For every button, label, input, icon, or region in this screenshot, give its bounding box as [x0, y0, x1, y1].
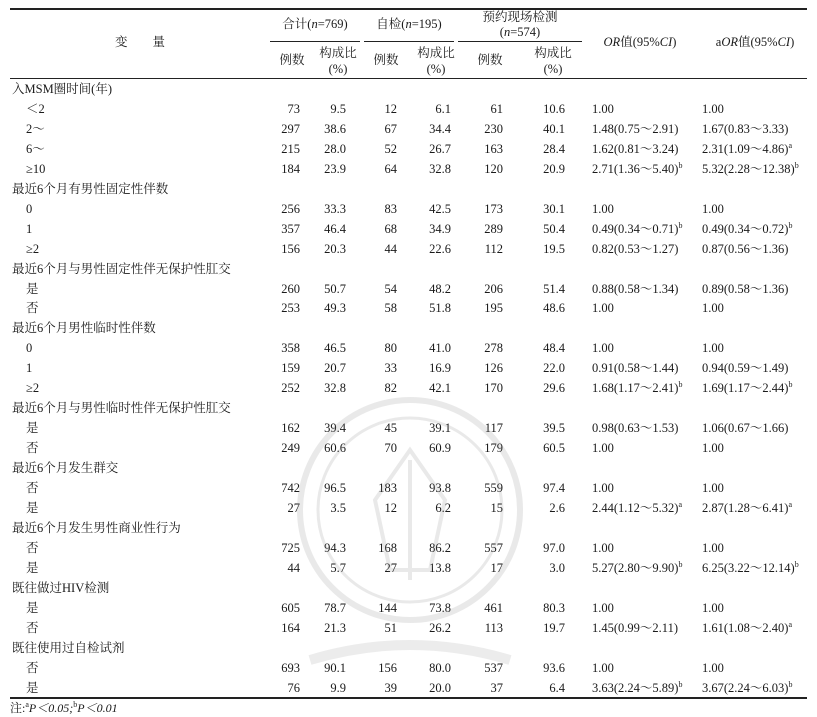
or-significance: a: [678, 499, 683, 509]
cell-onsite-count: 15: [490, 501, 503, 515]
cell-self-pct: 51.8: [429, 301, 451, 315]
cell-total-pct: 94.3: [324, 541, 346, 555]
row-label: ≥2: [26, 242, 40, 256]
cell-or: [592, 221, 682, 237]
row-label: 1: [26, 361, 33, 375]
cell-onsite-count: 163: [484, 142, 503, 156]
or-value: 0.49(0.34～0.71): [592, 222, 679, 236]
cell-onsite-count: 230: [484, 122, 503, 136]
header-onsite-line2: (n=574): [499, 25, 541, 39]
aor-significance: b: [788, 379, 793, 389]
aor-value: 1.69(1.17～2.44): [702, 381, 789, 395]
row-label: 是: [26, 601, 39, 615]
cell-aor: [702, 420, 788, 436]
cell-self-count: 52: [384, 142, 397, 156]
cell-or: [592, 500, 682, 516]
category-label: 既往做过HIV检测: [12, 581, 110, 595]
cell-aor: [702, 161, 799, 177]
cell-or: [592, 680, 682, 696]
cell-total-count: 256: [281, 202, 300, 216]
aor-value: 1.00: [702, 541, 724, 555]
cell-total-count: 249: [281, 441, 300, 455]
cell-or: [592, 360, 678, 376]
or-value: 1.00: [592, 601, 614, 615]
cell-total-count: 44: [287, 561, 300, 575]
cell-self-pct: 26.2: [429, 621, 451, 635]
cell-or: [592, 620, 678, 636]
aor-value: 1.00: [702, 341, 724, 355]
cell-total-count: 159: [281, 361, 300, 375]
or-value: 1.00: [592, 341, 614, 355]
row-label: 6～: [26, 142, 45, 156]
cell-onsite-count: 170: [484, 381, 503, 395]
cell-total-count: 358: [281, 341, 300, 355]
cell-total-pct: 39.4: [324, 421, 346, 435]
cell-total-pct: 46.5: [324, 341, 346, 355]
footnote-prefix: 注:: [10, 701, 26, 715]
aor-significance: b: [788, 220, 793, 230]
cell-self-pct: 39.1: [429, 421, 451, 435]
cell-or: [592, 101, 614, 117]
cell-aor: [702, 500, 792, 516]
cell-onsite-count: 112: [484, 242, 503, 256]
aor-value: 1.00: [702, 202, 724, 216]
cell-onsite-pct: 60.5: [543, 441, 565, 455]
cell-total-pct: 49.3: [324, 301, 346, 315]
category-label: 最近6个月男性临时性伴数: [12, 321, 156, 335]
cell-onsite-pct: 97.0: [543, 541, 565, 555]
cell-total-pct: 46.4: [324, 222, 346, 236]
cell-onsite-pct: 80.3: [543, 601, 565, 615]
cell-total-pct: 50.7: [324, 282, 346, 296]
header-total-pct-2: (%): [328, 62, 348, 76]
header-total: 合计(n=769): [282, 17, 348, 31]
cell-self-pct: 42.1: [429, 381, 451, 395]
row-label: 否: [26, 301, 39, 315]
cell-onsite-count: 278: [484, 341, 503, 355]
cell-total-count: 253: [281, 301, 300, 315]
cell-self-count: 80: [384, 341, 397, 355]
header-onsite-pct-1: 构成比: [534, 46, 572, 60]
aor-value: 1.06(0.67～1.66): [702, 421, 789, 435]
cell-onsite-pct: 20.9: [543, 162, 565, 176]
row-label: 是: [26, 501, 39, 515]
aor-value: 1.00: [702, 601, 724, 615]
or-value: 1.48(0.75～2.91): [592, 122, 679, 136]
cell-or: [592, 440, 614, 456]
cell-total-count: 725: [281, 541, 300, 555]
or-significance: b: [678, 379, 683, 389]
header-onsite-pct-2: (%): [543, 62, 563, 76]
cell-onsite-pct: 48.4: [543, 341, 565, 355]
row-label: ≥10: [26, 162, 46, 176]
or-value: 0.88(0.58～1.34): [592, 282, 679, 296]
cell-onsite-pct: 2.6: [549, 501, 565, 515]
or-significance: b: [678, 559, 683, 569]
cell-onsite-count: 173: [484, 202, 503, 216]
cell-total-count: 742: [281, 481, 300, 495]
cell-total-pct: 78.7: [324, 601, 346, 615]
header-onsite-line1: 预约现场检测: [482, 10, 558, 24]
cell-self-count: 33: [384, 361, 397, 375]
cell-onsite-count: 117: [484, 421, 503, 435]
cell-aor: [702, 300, 724, 316]
cell-self-count: 54: [384, 282, 397, 296]
cell-onsite-pct: 48.6: [543, 301, 565, 315]
cell-self-count: 12: [384, 102, 397, 116]
or-value: 0.82(0.53～1.27): [592, 242, 679, 256]
cell-or: [592, 161, 682, 177]
category-label: 最近6个月发生群交: [12, 461, 119, 475]
cell-or: [592, 201, 614, 217]
header-variable: 变 量: [114, 35, 165, 49]
header-aor: aOR值(95%CI): [715, 35, 795, 49]
or-value: 2.44(1.12～5.32): [592, 501, 679, 515]
cell-total-count: 693: [281, 661, 300, 675]
cell-onsite-count: 289: [484, 222, 503, 236]
cell-self-count: 44: [384, 242, 397, 256]
aor-value: 0.49(0.34～0.72): [702, 222, 789, 236]
aor-value: 0.89(0.58～1.36): [702, 282, 789, 296]
aor-value: 1.00: [702, 102, 724, 116]
or-value: 1.00: [592, 661, 614, 675]
cell-onsite-pct: 40.1: [543, 122, 565, 136]
aor-value: 2.87(1.28～6.41): [702, 501, 789, 515]
or-value: 1.68(1.17～2.41): [592, 381, 679, 395]
cell-or: [592, 600, 614, 616]
row-label: 1: [26, 222, 33, 236]
or-value: 1.00: [592, 301, 614, 315]
cell-total-pct: 33.3: [324, 202, 346, 216]
cell-total-pct: 38.6: [324, 122, 346, 136]
cell-aor: [702, 380, 792, 396]
cell-self-count: 168: [378, 541, 397, 555]
cell-total-count: 164: [281, 621, 300, 635]
aor-value: 0.87(0.56～1.36): [702, 242, 789, 256]
group-underline-self: [364, 41, 454, 42]
footnote-b-mark: b: [73, 700, 78, 709]
row-label: 否: [26, 541, 39, 555]
cell-self-pct: 34.4: [429, 122, 451, 136]
cell-self-pct: 20.0: [429, 681, 451, 695]
header-or: OR值(95%CI): [603, 35, 677, 49]
row-label: 是: [26, 282, 39, 296]
top-rule: [10, 8, 807, 10]
cell-self-count: 58: [384, 301, 397, 315]
aor-value: 1.61(1.08～2.40): [702, 621, 789, 635]
cell-aor: [702, 620, 792, 636]
aor-significance: b: [794, 559, 799, 569]
cell-self-count: 39: [384, 681, 397, 695]
row-label: 2～: [26, 122, 45, 136]
row-label: ≥2: [26, 381, 40, 395]
header-total-count: 例数: [279, 53, 305, 67]
cell-total-pct: 3.5: [330, 501, 346, 515]
category-label: 最近6个月与男性临时性伴无保护性肛交: [12, 401, 231, 415]
cell-aor: [702, 221, 792, 237]
aor-value: 3.67(2.24～6.03): [702, 681, 789, 695]
footnote: [10, 700, 118, 716]
cell-or: [592, 141, 678, 157]
bottom-rule: [10, 697, 807, 699]
row-label: 0: [26, 202, 33, 216]
group-underline-total: [270, 41, 360, 42]
cell-self-pct: 16.9: [429, 361, 451, 375]
cell-self-pct: 80.0: [429, 661, 451, 675]
cell-aor: [702, 660, 724, 676]
row-label: ＜2: [26, 102, 45, 116]
or-significance: b: [678, 220, 683, 230]
cell-total-count: 605: [281, 601, 300, 615]
row-label: 是: [26, 681, 39, 695]
row-label: 否: [26, 441, 39, 455]
aor-value: 1.00: [702, 481, 724, 495]
aor-significance: b: [794, 160, 799, 170]
row-label: 否: [26, 481, 39, 495]
cell-onsite-count: 461: [484, 601, 503, 615]
cell-total-pct: 20.7: [324, 361, 346, 375]
header-total-pct-1: 构成比: [319, 46, 357, 60]
header-onsite-count: 例数: [477, 53, 503, 67]
aor-significance: a: [788, 140, 793, 150]
cell-total-count: 184: [281, 162, 300, 176]
cell-or: [592, 241, 678, 257]
cell-self-pct: 6.1: [435, 102, 451, 116]
cell-total-pct: 60.6: [324, 441, 346, 455]
header-self-count: 例数: [373, 53, 399, 67]
cell-onsite-pct: 6.4: [549, 681, 565, 695]
cell-self-count: 45: [384, 421, 397, 435]
or-value: 0.91(0.58～1.44): [592, 361, 679, 375]
cell-self-pct: 26.7: [429, 142, 451, 156]
cell-or: [592, 540, 614, 556]
cell-aor: [702, 241, 788, 257]
footnote-b-text: P＜0.01: [77, 701, 118, 715]
header-rule: [10, 78, 807, 79]
category-label: 既往使用过自检试剂: [12, 641, 125, 655]
cell-onsite-pct: 3.0: [549, 561, 565, 575]
or-value: 1.00: [592, 441, 614, 455]
cell-onsite-pct: 19.5: [543, 242, 565, 256]
cell-total-count: 73: [287, 102, 300, 116]
cell-total-pct: 96.5: [324, 481, 346, 495]
cell-self-count: 67: [384, 122, 397, 136]
cell-self-pct: 73.8: [429, 601, 451, 615]
cell-or: [592, 300, 614, 316]
cell-total-pct: 23.9: [324, 162, 346, 176]
cell-aor: [702, 680, 792, 696]
cell-total-pct: 21.3: [324, 621, 346, 635]
or-value: 1.00: [592, 102, 614, 116]
or-value: 1.00: [592, 202, 614, 216]
aor-value: 5.32(2.28～12.38): [702, 162, 795, 176]
cell-self-pct: 41.0: [429, 341, 451, 355]
or-value: 0.98(0.63～1.53): [592, 421, 679, 435]
cell-self-count: 156: [378, 661, 397, 675]
cell-self-pct: 13.8: [429, 561, 451, 575]
cell-onsite-count: 17: [490, 561, 503, 575]
cell-total-pct: 9.5: [330, 102, 346, 116]
cell-onsite-count: 206: [484, 282, 503, 296]
cell-aor: [702, 121, 788, 137]
cell-or: [592, 560, 682, 576]
or-value: 1.45(0.99～2.11): [592, 621, 678, 635]
cell-or: [592, 121, 678, 137]
cell-onsite-count: 126: [484, 361, 503, 375]
cell-or: [592, 660, 614, 676]
cell-onsite-count: 557: [484, 541, 503, 555]
cell-total-count: 162: [281, 421, 300, 435]
cell-self-pct: 93.8: [429, 481, 451, 495]
cell-self-count: 51: [384, 621, 397, 635]
cell-self-pct: 6.2: [435, 501, 451, 515]
cell-total-count: 357: [281, 222, 300, 236]
row-label: 否: [26, 661, 39, 675]
cell-total-count: 252: [281, 381, 300, 395]
cell-total-pct: 90.1: [324, 661, 346, 675]
cell-total-count: 215: [281, 142, 300, 156]
footnote-a-mark: a: [25, 700, 29, 709]
cell-self-count: 144: [378, 601, 397, 615]
cell-onsite-count: 537: [484, 661, 503, 675]
cell-onsite-count: 179: [484, 441, 503, 455]
cell-aor: [702, 201, 724, 217]
or-value: 1.00: [592, 541, 614, 555]
cell-onsite-pct: 29.6: [543, 381, 565, 395]
cell-self-count: 70: [384, 441, 397, 455]
cell-total-pct: 28.0: [324, 142, 346, 156]
cell-onsite-pct: 30.1: [543, 202, 565, 216]
or-value: 2.71(1.36～5.40): [592, 162, 679, 176]
cell-onsite-pct: 10.6: [543, 102, 565, 116]
aor-significance: b: [788, 679, 793, 689]
or-value: 1.00: [592, 481, 614, 495]
cell-onsite-pct: 39.5: [543, 421, 565, 435]
cell-aor: [702, 340, 724, 356]
cell-self-count: 183: [378, 481, 397, 495]
cell-aor: [702, 480, 724, 496]
category-label: 最近6个月有男性固定性伴数: [12, 182, 169, 196]
row-label: 是: [26, 421, 39, 435]
cell-self-count: 83: [384, 202, 397, 216]
cell-onsite-count: 195: [484, 301, 503, 315]
cell-or: [592, 340, 614, 356]
cell-aor: [702, 360, 788, 376]
header-self-pct-1: 构成比: [417, 46, 455, 60]
row-label: 0: [26, 341, 33, 355]
cell-self-pct: 34.9: [429, 222, 451, 236]
cell-or: [592, 480, 614, 496]
cell-total-count: 76: [287, 681, 300, 695]
cell-total-count: 27: [287, 501, 300, 515]
cell-aor: [702, 540, 724, 556]
aor-value: 2.31(1.09～4.86): [702, 142, 789, 156]
cell-self-pct: 86.2: [429, 541, 451, 555]
aor-value: 1.00: [702, 301, 724, 315]
cell-total-count: 260: [281, 282, 300, 296]
cell-total-count: 297: [281, 122, 300, 136]
aor-significance: a: [788, 499, 793, 509]
cell-self-pct: 60.9: [429, 441, 451, 455]
cell-aor: [702, 281, 788, 297]
cell-total-pct: 32.8: [324, 381, 346, 395]
cell-self-count: 64: [384, 162, 397, 176]
category-label: 最近6个月发生男性商业性行为: [12, 521, 181, 535]
or-value: 1.62(0.81～3.24): [592, 142, 679, 156]
or-value: 3.63(2.24～5.89): [592, 681, 679, 695]
category-label: 入MSM圈时间(年): [12, 82, 113, 96]
cell-onsite-pct: 93.6: [543, 661, 565, 675]
cell-or: [592, 281, 678, 297]
cell-onsite-pct: 22.0: [543, 361, 565, 375]
or-significance: b: [678, 160, 683, 170]
cell-self-count: 27: [384, 561, 397, 575]
cell-onsite-count: 37: [490, 681, 503, 695]
aor-value: 1.00: [702, 441, 724, 455]
cell-onsite-count: 559: [484, 481, 503, 495]
row-label: 是: [26, 561, 39, 575]
cell-aor: [702, 141, 792, 157]
cell-self-count: 12: [384, 501, 397, 515]
row-label: 否: [26, 621, 39, 635]
cell-self-count: 68: [384, 222, 397, 236]
cell-aor: [702, 600, 724, 616]
aor-value: 1.67(0.83～3.33): [702, 122, 789, 136]
cell-self-pct: 22.6: [429, 242, 451, 256]
category-label: 最近6个月与男性固定性伴无保护性肛交: [12, 262, 231, 276]
cell-or: [592, 380, 682, 396]
cell-total-pct: 20.3: [324, 242, 346, 256]
cell-onsite-pct: 19.7: [543, 621, 565, 635]
footnote-a-text: P＜0.05;: [28, 701, 74, 715]
cell-onsite-pct: 50.4: [543, 222, 565, 236]
cell-aor: [702, 440, 724, 456]
cell-onsite-pct: 51.4: [543, 282, 565, 296]
or-value: 5.27(2.80～9.90): [592, 561, 679, 575]
cell-onsite-pct: 97.4: [543, 481, 565, 495]
header-self: 自检(n=195): [376, 17, 442, 31]
cell-onsite-count: 120: [484, 162, 503, 176]
aor-significance: a: [788, 619, 793, 629]
aor-value: 0.94(0.59～1.49): [702, 361, 789, 375]
or-significance: b: [678, 679, 683, 689]
cell-or: [592, 420, 678, 436]
cell-total-pct: 5.7: [330, 561, 346, 575]
cell-total-pct: 9.9: [330, 681, 346, 695]
header-self-pct-2: (%): [426, 62, 446, 76]
aor-value: 1.00: [702, 661, 724, 675]
cell-total-count: 156: [281, 242, 300, 256]
cell-self-pct: 42.5: [429, 202, 451, 216]
group-underline-onsite: [458, 41, 582, 42]
cell-self-count: 82: [384, 381, 397, 395]
cell-onsite-count: 113: [484, 621, 503, 635]
cell-onsite-pct: 28.4: [543, 142, 565, 156]
cell-aor: [702, 101, 724, 117]
cell-self-pct: 32.8: [429, 162, 451, 176]
aor-value: 6.25(3.22～12.14): [702, 561, 795, 575]
cell-onsite-count: 61: [490, 102, 503, 116]
cell-aor: [702, 560, 799, 576]
cell-self-pct: 48.2: [429, 282, 451, 296]
